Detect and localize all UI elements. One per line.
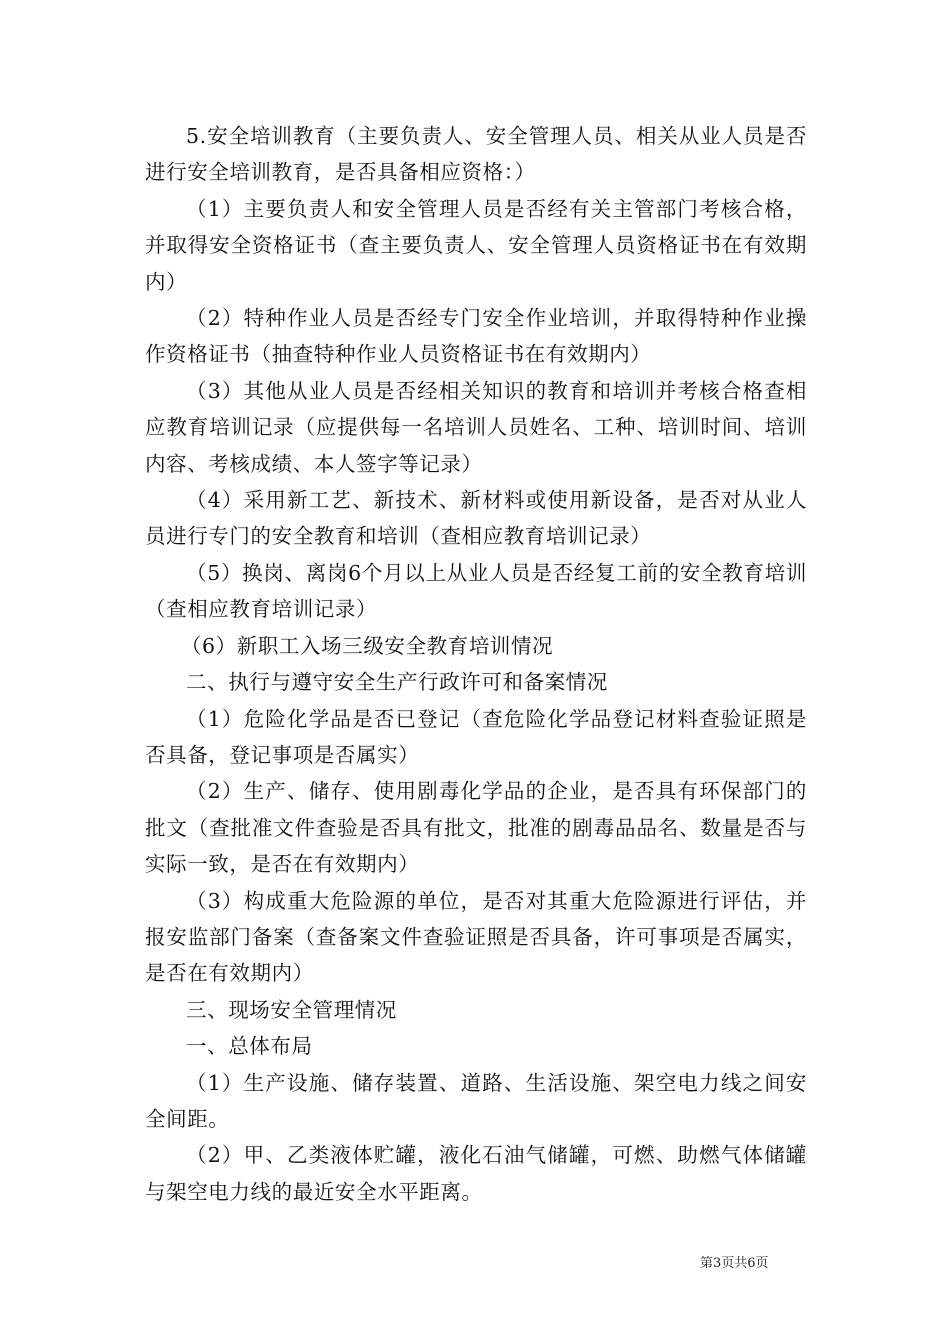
page-number-footer: 第3页共6页 (700, 1256, 769, 1271)
section-heading-licensing: 二、执行与遵守安全生产行政许可和备案情况 (186, 670, 608, 695)
paragraph-training-item-1: （1）主要负责人和安全管理人员是否经有关主管部门考核合格，并取得安全资格证书（查主要负责人、安全管理人员资格证书在有效期内） (145, 196, 807, 294)
paragraph-training-item-3: （3）其他从业人员是否经相关知识的教育和培训并考核合格查相应教育培训记录（应提供每一名培训人员姓名、工种、培训时间、培训内容、考核成绩、本人签字等记录） (145, 378, 807, 476)
section-heading-site-safety: 三、现场安全管理情况 (186, 997, 397, 1022)
paragraph-licensing-item-1: （1）危险化学品是否已登记（查危险化学品登记材料查验证照是否具备，登记事项是否属实） (145, 706, 807, 767)
paragraph-training-item-5: （5）换岗、离岗6个月以上从业人员是否经复工前的安全教育培训（查相应教育培训记录） (145, 560, 807, 622)
paragraph-layout-item-2: （2）甲、乙类液体贮罐，液化石油气储罐，可燃、助燃气体储罐与架空电力线的最近安全水平距离。 (145, 1143, 807, 1204)
paragraph-training-heading: 5.安全培训教育（主要负责人、安全管理人员、相关从业人员是否进行安全培训教育，是否具备相应资格：） (145, 124, 807, 185)
paragraph-training-item-6: （6）新职工入场三级安全教育培训情况 (180, 633, 554, 658)
paragraph-licensing-item-2: （2）生产、储存、使用剧毒化学品的企业，是否具有环保部门的批文（查批准文件查验是否具有批文，批准的剧毒品品名、数量是否与实际一致，是否在有效期内） (145, 779, 807, 877)
document-body (145, 118, 807, 1210)
paragraph-training-item-4: （4）采用新工艺、新技术、新材料或使用新设备，是否对从业人员进行专门的安全教育和培训（查相应教育培训记录） (145, 488, 807, 549)
paragraph-licensing-item-3: （3）构成重大危险源的单位，是否对其重大危险源进行评估，并报安监部门备案（查备案文件查验证照是否具备，许可事项是否属实，是否在有效期内） (145, 888, 807, 986)
subsection-heading-layout: 一、总体布局 (186, 1034, 313, 1059)
paragraph-training-item-2: （2）特种作业人员是否经专门安全作业培训，并取得特种作业操作资格证书（抽查特种作业人员资格证书在有效期内） (145, 306, 807, 367)
paragraph-layout-item-1: （1）生产设施、储存装置、道路、生活设施、架空电力线之间安全间距。 (145, 1070, 807, 1131)
